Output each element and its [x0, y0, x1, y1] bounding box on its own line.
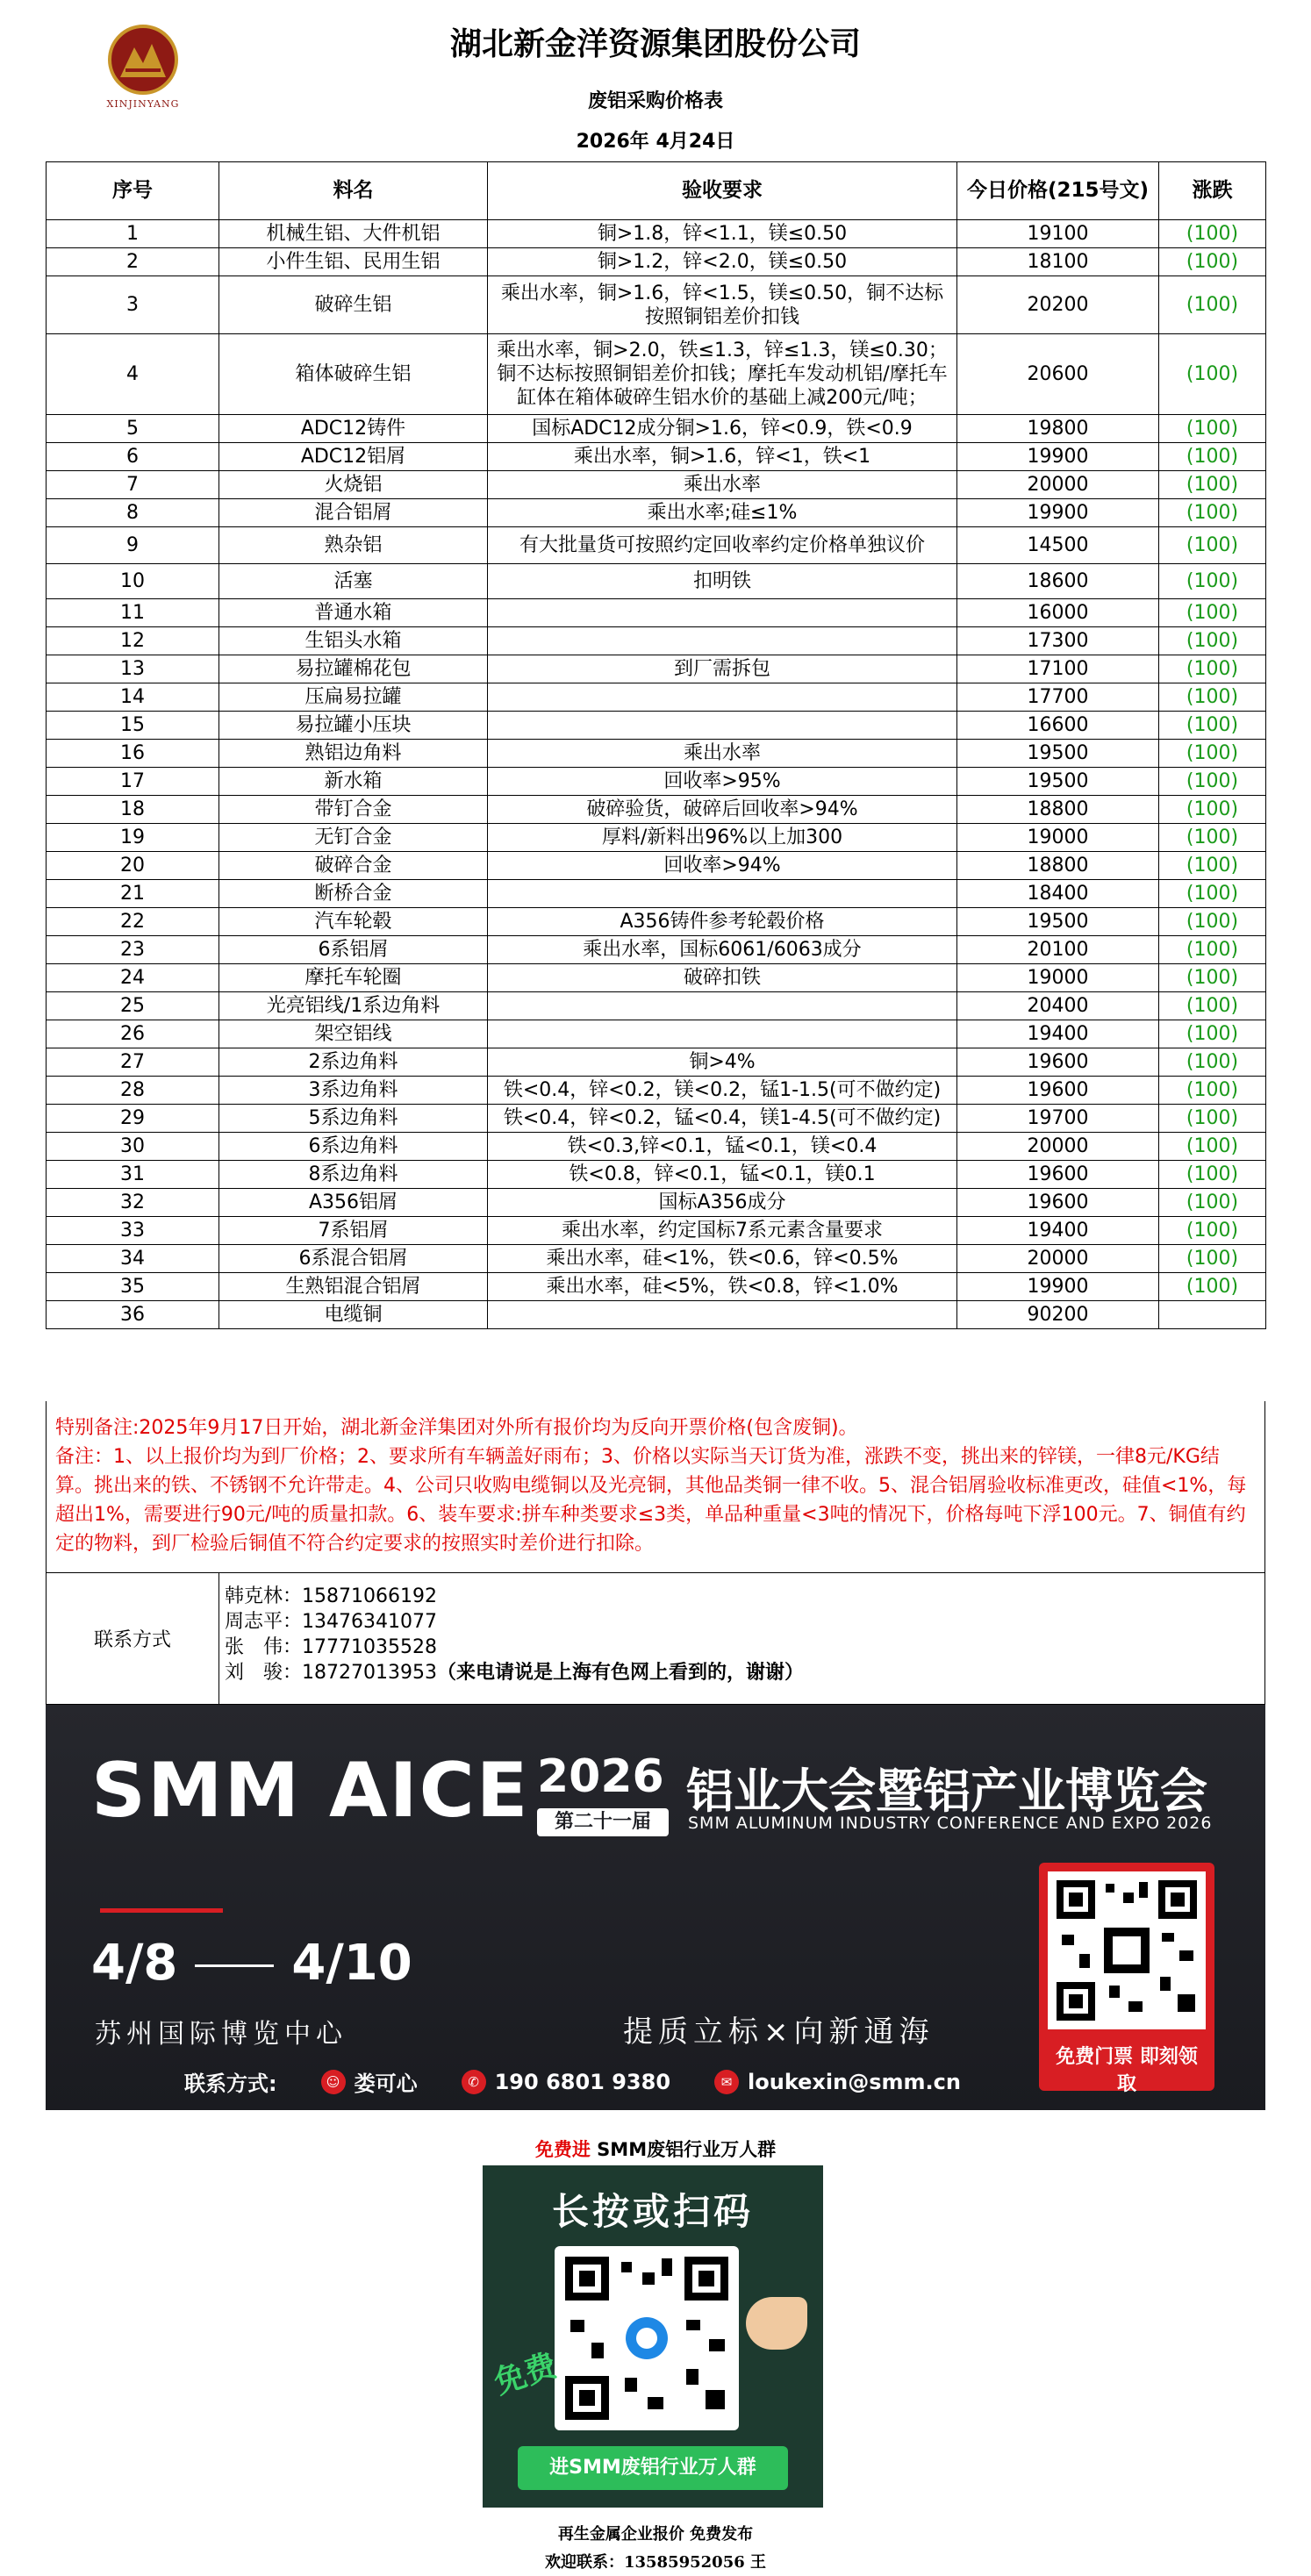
cell-no: 32 [47, 1189, 219, 1217]
cell-no: 10 [47, 564, 219, 599]
cell-change: (100) [1159, 1217, 1266, 1245]
cell-material-name: 电缆铜 [219, 1301, 488, 1329]
cell-change: (100) [1159, 1020, 1266, 1048]
cell-requirements: 铜>1.2，锌<2.0，镁≤0.50 [488, 248, 957, 276]
contact-item: 韩克林：15871066192 [225, 1585, 437, 1607]
cell-requirements [488, 712, 957, 740]
cell-requirements [488, 880, 957, 908]
table-row [47, 1245, 1266, 1273]
cell-price: 18800 [957, 796, 1159, 824]
cell-no: 27 [47, 1048, 219, 1077]
ticket-qr-code[interactable] [1048, 1871, 1206, 2029]
cell-requirements: 国标ADC12成分铜>1.6，锌<0.9，铁<0.9 [488, 415, 957, 443]
cell-price: 19900 [957, 443, 1159, 471]
cell-price: 17300 [957, 627, 1159, 655]
cell-material-name: 8系边角料 [219, 1161, 488, 1189]
invite-group: SMM废铝行业万人群 [590, 2139, 777, 2160]
cell-material-name: ADC12铸件 [219, 415, 488, 443]
cell-no: 29 [47, 1105, 219, 1133]
table-row [47, 1161, 1266, 1189]
footer-invite [0, 2136, 1311, 2162]
contact-item: 张 伟：17771035528 [225, 1636, 437, 1658]
cell-price: 17100 [957, 655, 1159, 683]
cell-price: 20200 [957, 276, 1159, 334]
cell-price: 20000 [957, 1133, 1159, 1161]
cell-material-name: 破碎生铝 [219, 276, 488, 334]
cell-requirements: 破碎扣铁 [488, 964, 957, 992]
phone-icon: ✆ [462, 2070, 486, 2094]
cell-material-name: 压扁易拉罐 [219, 683, 488, 712]
cell-price: 16600 [957, 712, 1159, 740]
cell-no: 8 [47, 499, 219, 527]
cell-no: 9 [47, 527, 219, 564]
cell-change: (100) [1159, 768, 1266, 796]
cell-material-name: 火烧铝 [219, 471, 488, 499]
company-title: 湖北新金洋资源集团股份公司 [449, 26, 861, 62]
cell-material-name: 熟杂铝 [219, 527, 488, 564]
cell-price: 18600 [957, 564, 1159, 599]
cell-no: 3 [47, 276, 219, 334]
cell-price: 18400 [957, 880, 1159, 908]
cell-no: 15 [47, 712, 219, 740]
table-row [47, 936, 1266, 964]
cell-price: 20100 [957, 936, 1159, 964]
banner-contact-email: loukexin@smm.cn [748, 2069, 961, 2094]
table-row [47, 1189, 1266, 1217]
cell-material-name: 熟铝边角料 [219, 740, 488, 768]
cell-price: 19800 [957, 415, 1159, 443]
table-row [47, 564, 1266, 599]
cell-change: (100) [1159, 852, 1266, 880]
cell-price: 19000 [957, 824, 1159, 852]
cell-price: 19600 [957, 1048, 1159, 1077]
cell-requirements: 厚料/新料出96%以上加300 [488, 824, 957, 852]
cell-change: (100) [1159, 1048, 1266, 1077]
table-row [47, 1077, 1266, 1105]
cell-price: 16000 [957, 599, 1159, 627]
cell-no: 14 [47, 683, 219, 712]
cell-no: 26 [47, 1020, 219, 1048]
cell-material-name: 3系边角料 [219, 1077, 488, 1105]
banner-contact-phone: 190 6801 9380 [494, 2069, 671, 2094]
table-row [47, 655, 1266, 683]
cell-no: 17 [47, 768, 219, 796]
banner-contact-phone-item [462, 2070, 670, 2094]
contact-item: 周志平：13476341077 [225, 1611, 437, 1633]
table-row [47, 683, 1266, 712]
banner-qr-card[interactable] [1039, 1863, 1214, 2095]
table-row [47, 768, 1266, 796]
table-row [47, 992, 1266, 1020]
cell-no: 4 [47, 334, 219, 415]
cell-no: 2 [47, 248, 219, 276]
cell-price: 20000 [957, 1245, 1159, 1273]
cell-material-name: 带钉合金 [219, 796, 488, 824]
cell-material-name: 汽车轮毂 [219, 908, 488, 936]
cell-price: 20600 [957, 334, 1159, 415]
footer-publish-note: 再生金属企业报价 免费发布 [557, 2525, 754, 2544]
cell-requirements: 乘出水率 [488, 740, 957, 768]
cell-material-name: 破碎合金 [219, 852, 488, 880]
cell-change: (100) [1159, 1105, 1266, 1133]
sheet-date: 2026年 4月24日 [576, 131, 735, 153]
cell-material-name: 断桥合金 [219, 880, 488, 908]
cell-change: (100) [1159, 964, 1266, 992]
cell-material-name: 无钉合金 [219, 824, 488, 852]
cell-change: (100) [1159, 564, 1266, 599]
table-row [47, 627, 1266, 655]
cell-no: 24 [47, 964, 219, 992]
banner-year: 2026 [537, 1750, 664, 1803]
cell-price: 19500 [957, 908, 1159, 936]
cell-requirements: 回收率>94% [488, 852, 957, 880]
cell-price: 19400 [957, 1217, 1159, 1245]
logo-tagline: XINJINYANG [106, 98, 180, 110]
cell-change: (100) [1159, 276, 1266, 334]
cell-price: 18800 [957, 852, 1159, 880]
cell-price: 19700 [957, 1105, 1159, 1133]
table-row [47, 1133, 1266, 1161]
banner-contact-label: 联系方式: [184, 2072, 277, 2096]
cell-no: 31 [47, 1161, 219, 1189]
pointing-hand-icon [746, 2297, 807, 2350]
cell-material-name: 生熟铝混合铝屑 [219, 1273, 488, 1301]
poster-free-label: 免费 [490, 2347, 562, 2401]
cell-change: (100) [1159, 220, 1266, 248]
contact-item [225, 1660, 804, 1685]
cell-price: 19500 [957, 740, 1159, 768]
cell-no: 20 [47, 852, 219, 880]
banner-conference-title: 铝业大会暨铝产业博览会 [686, 1764, 1207, 1819]
cell-requirements [488, 627, 957, 655]
cell-change: (100) [1159, 712, 1266, 740]
cell-requirements: 乘出水率，约定国标7系元素含量要求 [488, 1217, 957, 1245]
cell-change: (100) [1159, 1245, 1266, 1273]
banner-contact [184, 2066, 994, 2097]
invite-free: 免费进 [534, 2139, 591, 2160]
column-header-no: 序号 [47, 162, 219, 220]
qr-code-icon [1048, 1871, 1206, 2029]
cell-material-name: 6系边角料 [219, 1133, 488, 1161]
cell-material-name: 易拉罐小压块 [219, 712, 488, 740]
remarks-note: 备注：1、以上报价均为到厂价格；2、要求所有车辆盖好雨布；3、价格以实际当天订货为准，涨跌不变，挑出来的锌镁，一律8元/KG结算。挑出来的铁、不锈钢不允许带走。4、公司只收购电缆铜以及光亮铜，其他品类铜一律不收。5、混合铝屑验收标准更改，硅值<1%，每超出1%，需要进行90元/吨的质量扣款。6、装车要求:拼车种类要求≤3类，单品种重量<3吨的情况下，价格每吨下浮100元。7、铜值有约定的物料，到厂检验后铜值不符合约定要求的按照实时差价进行扣除。 [55, 1446, 1247, 1555]
table-row [47, 712, 1266, 740]
table-row [47, 852, 1266, 880]
cell-requirements: 乘出水率;硅≤1% [488, 499, 957, 527]
cell-no: 35 [47, 1273, 219, 1301]
cell-material-name: 2系边角料 [219, 1048, 488, 1077]
table-row [47, 276, 1266, 334]
contact-note: （来电请说是上海有色网上看到的，谢谢） [436, 1662, 804, 1684]
cell-change: (100) [1159, 1161, 1266, 1189]
table-row [47, 471, 1266, 499]
cell-change: (100) [1159, 1273, 1266, 1301]
cell-no: 16 [47, 740, 219, 768]
cell-change: (100) [1159, 248, 1266, 276]
banner-edition: 第二十一届 [537, 1808, 669, 1836]
cell-no: 34 [47, 1245, 219, 1273]
table-row [47, 796, 1266, 824]
table-row [47, 1105, 1266, 1133]
cell-change: (100) [1159, 824, 1266, 852]
banner-date-end: 4/10 [291, 1935, 412, 1992]
banner-venue: 苏州国际博览中心 [95, 2019, 347, 2050]
cell-change: (100) [1159, 334, 1266, 415]
cell-change: (100) [1159, 683, 1266, 712]
cell-no: 5 [47, 415, 219, 443]
banner-contact-name: 娄可心 [354, 2072, 418, 2096]
smm-aice-banner[interactable] [46, 1705, 1265, 2110]
price-table-body [47, 220, 1266, 1329]
cell-requirements: 铁<0.4，锌<0.2，锰<0.4，镁1-4.5(可不做约定) [488, 1105, 957, 1133]
table-row [47, 415, 1266, 443]
cell-change: (100) [1159, 796, 1266, 824]
table-row [47, 880, 1266, 908]
cell-change: (100) [1159, 740, 1266, 768]
table-row [47, 499, 1266, 527]
cell-requirements [488, 1020, 957, 1048]
cell-requirements: 铁<0.4，锌<0.2，镁<0.2，锰1-1.5(可不做约定) [488, 1077, 957, 1105]
cell-requirements: 有大批量货可按照约定回收率约定价格单独议价 [488, 527, 957, 564]
cell-requirements: A356铸件参考轮毂价格 [488, 908, 957, 936]
cell-requirements: 铁<0.8，锌<0.1，锰<0.1，镁0.1 [488, 1161, 957, 1189]
cell-price: 20000 [957, 471, 1159, 499]
cell-change: (100) [1159, 1133, 1266, 1161]
banner-qr-label: 免费门票 即刻领取 [1056, 2046, 1198, 2095]
table-header-row [47, 162, 1266, 220]
price-table [46, 161, 1266, 1329]
cell-material-name: 活塞 [219, 564, 488, 599]
cell-no: 11 [47, 599, 219, 627]
cell-material-name: 6系铝屑 [219, 936, 488, 964]
cell-no: 21 [47, 880, 219, 908]
cell-requirements: 乘出水率，铜>2.0，铁≤1.3，锌≤1.3，镁≤0.30；铜不达标按照铜铝差价扣钱；摩托车发动机铝/摩托车缸体在箱体破碎生铝水价的基础上减200元/吨； [488, 334, 957, 415]
banner-contact-person [321, 2066, 418, 2097]
cell-requirements: 乘出水率，国标6061/6063成分 [488, 936, 957, 964]
cell-no: 25 [47, 992, 219, 1020]
banner-slogan: 提质立标×向新通海 [623, 2014, 935, 2050]
cell-change: (100) [1159, 655, 1266, 683]
cell-requirements: 乘出水率 [488, 471, 957, 499]
cell-change: (100) [1159, 936, 1266, 964]
cell-requirements: 回收率>95% [488, 768, 957, 796]
cell-no: 33 [47, 1217, 219, 1245]
column-header-price: 今日价格(215号文) [957, 162, 1159, 220]
column-header-change: 涨跌 [1159, 162, 1266, 220]
cell-no: 36 [47, 1301, 219, 1329]
cell-requirements [488, 1301, 957, 1329]
date-dash [195, 1964, 274, 1967]
cell-price: 19900 [957, 499, 1159, 527]
cell-material-name: 普通水箱 [219, 599, 488, 627]
cell-change: (100) [1159, 471, 1266, 499]
table-row [47, 1273, 1266, 1301]
cell-price: 18100 [957, 248, 1159, 276]
cell-material-name: 7系铝屑 [219, 1217, 488, 1245]
contact-item-text: 刘 骏：18727013953 [225, 1662, 437, 1684]
cell-change [1159, 1301, 1266, 1329]
cell-change: (100) [1159, 599, 1266, 627]
cell-requirements: 乘出水率，铜>1.6，锌<1.5，镁≤0.50，铜不达标按照铜铝差价扣钱 [488, 276, 957, 334]
cell-material-name: 摩托车轮圈 [219, 964, 488, 992]
cell-requirements: 乘出水率，铜>1.6，锌<1，铁<1 [488, 443, 957, 471]
cell-price: 20400 [957, 992, 1159, 1020]
cell-price: 19600 [957, 1161, 1159, 1189]
table-row [47, 908, 1266, 936]
cell-material-name: 新水箱 [219, 768, 488, 796]
table-row [47, 1020, 1266, 1048]
cell-no: 1 [47, 220, 219, 248]
cell-no: 19 [47, 824, 219, 852]
cell-change: (100) [1159, 1189, 1266, 1217]
banner-date-start: 4/8 [91, 1935, 178, 1992]
sheet-title: 废铝采购价格表 [587, 90, 723, 112]
cell-change: (100) [1159, 527, 1266, 564]
cell-price: 19400 [957, 1020, 1159, 1048]
table-row [47, 964, 1266, 992]
cell-material-name: 小件生铝、民用生铝 [219, 248, 488, 276]
cell-material-name: 光亮铝线/1系边角料 [219, 992, 488, 1020]
special-note: 特别备注:2025年9月17日开始，湖北新金洋集团对外所有报价均为反向开票价格(包含废铜)。 [55, 1417, 858, 1439]
cell-change: (100) [1159, 443, 1266, 471]
banner-dates [91, 1935, 412, 1992]
contact-list [219, 1573, 809, 1704]
cell-price: 19900 [957, 1273, 1159, 1301]
cell-requirements: 铁<0.3,锌<0.1，锰<0.1，镁<0.4 [488, 1133, 957, 1161]
banner-logo: SMM AICE [91, 1747, 530, 1835]
cell-requirements: 乘出水率，硅<5%，铁<0.8，锌<1.0% [488, 1273, 957, 1301]
cell-no: 13 [47, 655, 219, 683]
cell-requirements: 乘出水率，硅<1%，铁<0.6，锌<0.5% [488, 1245, 957, 1273]
cell-price: 19600 [957, 1077, 1159, 1105]
cell-requirements: 铜>1.8，锌<1.1，镁≤0.50 [488, 220, 957, 248]
table-row [47, 1048, 1266, 1077]
cell-price: 19000 [957, 964, 1159, 992]
column-header-requirements: 验收要求 [488, 162, 957, 220]
cell-change: (100) [1159, 992, 1266, 1020]
table-row [47, 599, 1266, 627]
cell-no: 18 [47, 796, 219, 824]
cell-requirements: 国标A356成分 [488, 1189, 957, 1217]
cell-requirements: 扣明铁 [488, 564, 957, 599]
cell-material-name: 机械生铝、大件机铝 [219, 220, 488, 248]
cell-requirements [488, 992, 957, 1020]
cell-requirements: 铜>4% [488, 1048, 957, 1077]
cell-no: 23 [47, 936, 219, 964]
banner-conference-subtitle: SMM ALUMINUM INDUSTRY CONFERENCE AND EXPO 2026 [688, 1814, 1213, 1833]
cell-material-name: 生铝头水箱 [219, 627, 488, 655]
table-row [47, 443, 1266, 471]
cell-material-name: 混合铝屑 [219, 499, 488, 527]
join-group-button[interactable]: 进SMM废铝行业万人群 [518, 2446, 788, 2490]
cell-price: 19100 [957, 220, 1159, 248]
cell-change: (100) [1159, 415, 1266, 443]
table-row [47, 220, 1266, 248]
cell-no: 22 [47, 908, 219, 936]
table-row [47, 334, 1266, 415]
banner-contact-email-item [714, 2070, 961, 2094]
table-row [47, 740, 1266, 768]
cell-material-name: ADC12铝屑 [219, 443, 488, 471]
table-row [47, 1301, 1266, 1329]
cell-price: 19500 [957, 768, 1159, 796]
footer-contact-note: 欢迎联系：13585952056 王 [544, 2553, 767, 2572]
cell-price: 14500 [957, 527, 1159, 564]
cell-material-name: 箱体破碎生铝 [219, 334, 488, 415]
cell-change: (100) [1159, 880, 1266, 908]
contact-label: 联系方式 [47, 1573, 219, 1704]
cell-requirements [488, 599, 957, 627]
mail-icon: ✉ [714, 2070, 739, 2094]
cell-material-name: 6系混合铝屑 [219, 1245, 488, 1273]
contact-box [46, 1573, 1265, 1705]
cell-change: (100) [1159, 627, 1266, 655]
user-icon: ☺ [321, 2070, 346, 2094]
cell-no: 28 [47, 1077, 219, 1105]
table-row [47, 824, 1266, 852]
notes-box [46, 1401, 1265, 1573]
cell-material-name: 5系边角料 [219, 1105, 488, 1133]
cell-no: 6 [47, 443, 219, 471]
cell-requirements: 到厂需拆包 [488, 655, 957, 683]
cell-no: 30 [47, 1133, 219, 1161]
cell-requirements [488, 683, 957, 712]
qr-code-icon [555, 2246, 739, 2430]
cell-change: (100) [1159, 499, 1266, 527]
cell-material-name: 易拉罐棉花包 [219, 655, 488, 683]
cell-requirements: 破碎验货，破碎后回收率>94% [488, 796, 957, 824]
column-header-name: 料名 [219, 162, 488, 220]
cell-change: (100) [1159, 1077, 1266, 1105]
cell-no: 12 [47, 627, 219, 655]
cell-material-name: A356铝屑 [219, 1189, 488, 1217]
cell-material-name: 架空铝线 [219, 1020, 488, 1048]
table-row [47, 527, 1266, 564]
cell-price: 17700 [957, 683, 1159, 712]
table-row [47, 248, 1266, 276]
cell-price: 90200 [957, 1301, 1159, 1329]
poster-title: 长按或扫码 [551, 2190, 754, 2233]
header [0, 0, 1311, 158]
wechat-group-poster[interactable] [483, 2165, 823, 2508]
banner-divider [100, 1908, 223, 1913]
cell-change: (100) [1159, 908, 1266, 936]
group-qr-code[interactable] [555, 2246, 739, 2430]
table-row [47, 1217, 1266, 1245]
cell-no: 7 [47, 471, 219, 499]
cell-price: 19600 [957, 1189, 1159, 1217]
